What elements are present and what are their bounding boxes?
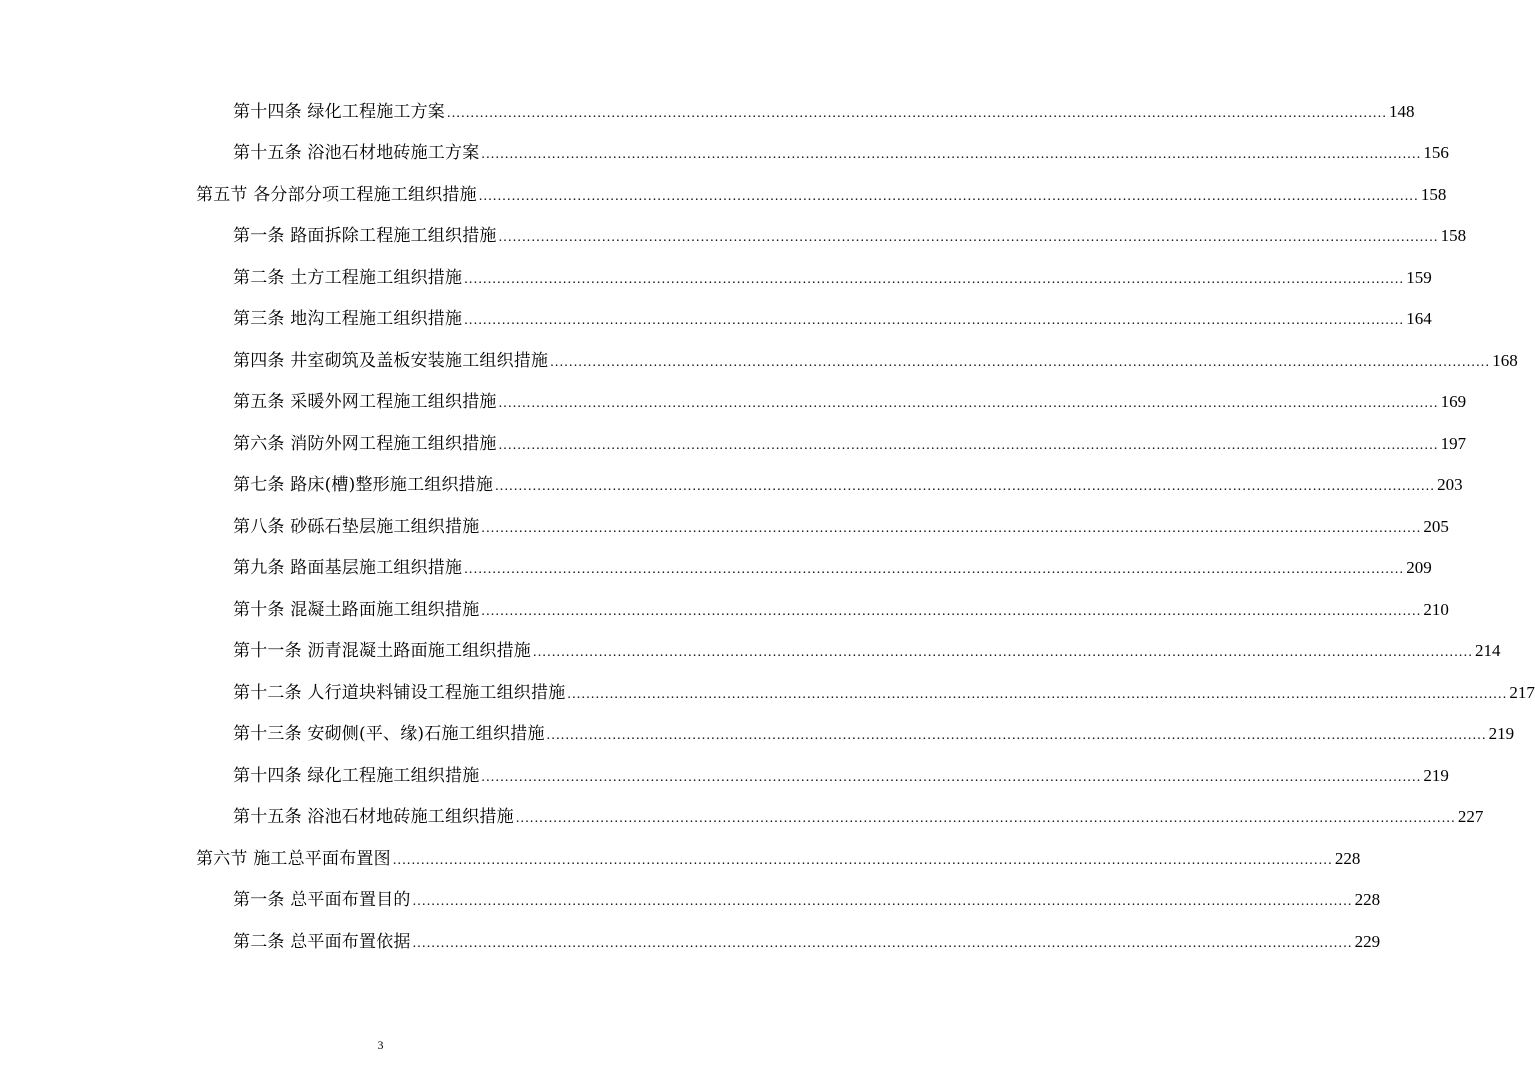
- toc-article-entry[interactable]: [0, 755, 1449, 797]
- toc-article-entry[interactable]: [0, 382, 1467, 424]
- toc-entry-page-number: 203: [1437, 475, 1463, 495]
- toc-entry-title: 第二条 总平面布置依据: [233, 931, 411, 952]
- toc-entry-page-number: 148: [1389, 101, 1415, 121]
- toc-section-entry[interactable]: [0, 838, 1361, 880]
- toc-article-entry[interactable]: [0, 548, 1432, 590]
- toc-entry-title: 第六节 施工总平面布置图: [196, 848, 391, 869]
- toc-entry-page-number: 228: [1334, 848, 1361, 868]
- toc-article-entry[interactable]: [0, 216, 1467, 258]
- toc-dot-leader: ........................................................................................................................................................................................................: [498, 230, 1439, 246]
- toc-dot-leader: ........................................................................................................................................................................................................: [495, 479, 1436, 495]
- toc-entry-title: 第十三条 安砌侧(平、缘)石施工组织措施: [233, 724, 545, 745]
- toc-dot-leader: ........................................................................................................................................................................................................: [447, 105, 1388, 121]
- toc-dot-leader: ........................................................................................................................................................................................................: [550, 354, 1491, 370]
- page-number: 3: [377, 1038, 384, 1052]
- toc-entry-page-number: 169: [1440, 392, 1467, 412]
- toc-entry-title: 第八条 砂砾石垫层施工组织措施: [233, 516, 480, 537]
- toc-entry-page-number: 227: [1457, 807, 1484, 827]
- toc-article-entry[interactable]: [0, 880, 1381, 922]
- toc-article-entry[interactable]: [0, 91, 1415, 133]
- toc-dot-leader: ........................................................................................................................................................................................................: [412, 894, 1353, 910]
- toc-dot-leader: ........................................................................................................................................................................................................: [481, 147, 1422, 163]
- toc-entry-page-number: 158: [1420, 184, 1447, 204]
- toc-dot-leader: ........................................................................................................................................................................................................: [412, 935, 1353, 951]
- toc-article-entry[interactable]: [0, 714, 1515, 756]
- toc-entry-title: 第十五条 浴池石材地砖施工方案: [233, 143, 480, 164]
- toc-dot-leader: ........................................................................................................................................................................................................: [464, 562, 1405, 578]
- toc-entry-title: 第一条 总平面布置目的: [233, 890, 411, 911]
- toc-dot-leader: ........................................................................................................................................................................................................: [546, 728, 1487, 744]
- toc-dot-leader: ........................................................................................................................................................................................................: [478, 188, 1419, 204]
- toc-dot-leader: ........................................................................................................................................................................................................: [533, 645, 1474, 661]
- toc-entry-page-number: 209: [1406, 558, 1432, 578]
- toc-entry-page-number: 168: [1492, 350, 1518, 370]
- toc-dot-leader: ........................................................................................................................................................................................................: [464, 271, 1405, 287]
- toc-article-entry[interactable]: [0, 589, 1449, 631]
- toc-entry-title: 第九条 路面基层施工组织措施: [233, 558, 463, 579]
- toc-entry-title: 第十五条 浴池石材地砖施工组织措施: [233, 807, 514, 828]
- toc-entry-title: 第四条 井室砌筑及盖板安装施工组织措施: [233, 350, 549, 371]
- toc-entry-page-number: 210: [1423, 599, 1449, 619]
- toc-article-entry[interactable]: [0, 465, 1463, 507]
- toc-entry-title: 第一条 路面拆除工程施工组织措施: [233, 226, 497, 247]
- toc-entry-page-number: 219: [1488, 724, 1515, 744]
- toc-article-entry[interactable]: [0, 672, 1535, 714]
- toc-entry-title: 第七条 路床(槽)整形施工组织措施: [233, 475, 494, 496]
- toc-entry-title: 第五条 采暖外网工程施工组织措施: [233, 392, 497, 413]
- toc-entry-page-number: 219: [1423, 765, 1449, 785]
- toc-dot-leader: ........................................................................................................................................................................................................: [498, 437, 1439, 453]
- toc-dot-leader: ........................................................................................................................................................................................................: [464, 313, 1405, 329]
- toc-dot-leader: ........................................................................................................................................................................................................: [481, 603, 1422, 619]
- toc-entry-title: 第十条 混凝土路面施工组织措施: [233, 599, 480, 620]
- toc-article-entry[interactable]: [0, 257, 1432, 299]
- toc-article-entry[interactable]: [0, 133, 1449, 175]
- toc-entry-page-number: 159: [1406, 267, 1432, 287]
- toc-article-entry[interactable]: [0, 797, 1484, 839]
- toc-entry-page-number: 205: [1423, 516, 1449, 536]
- toc-entry-title: 第十二条 人行道块料铺设工程施工组织措施: [233, 682, 566, 703]
- toc-dot-leader: ........................................................................................................................................................................................................: [481, 520, 1422, 536]
- toc-entry-title: 第五节 各分部分项工程施工组织措施: [196, 184, 477, 205]
- toc-entry-page-number: 156: [1423, 143, 1449, 163]
- toc-article-entry[interactable]: [0, 631, 1501, 673]
- table-of-contents: [0, 91, 1535, 963]
- toc-section-entry[interactable]: [0, 174, 1447, 216]
- toc-entry-page-number: 164: [1406, 309, 1432, 329]
- toc-entry-page-number: 229: [1354, 931, 1381, 951]
- toc-entry-page-number: 197: [1440, 433, 1467, 453]
- toc-entry-page-number: 214: [1475, 641, 1501, 661]
- toc-article-entry[interactable]: [0, 299, 1432, 341]
- toc-dot-leader: ........................................................................................................................................................................................................: [498, 396, 1439, 412]
- toc-article-entry[interactable]: [0, 423, 1467, 465]
- toc-dot-leader: ........................................................................................................................................................................................................: [392, 852, 1333, 868]
- toc-dot-leader: ........................................................................................................................................................................................................: [567, 686, 1508, 702]
- toc-entry-page-number: 228: [1354, 890, 1381, 910]
- toc-entry-title: 第十四条 绿化工程施工组织措施: [233, 765, 480, 786]
- toc-entry-page-number: 217: [1509, 682, 1535, 702]
- toc-entry-title: 第三条 地沟工程施工组织措施: [233, 309, 463, 330]
- toc-entry-title: 第十四条 绿化工程施工方案: [233, 101, 446, 122]
- toc-entry-title: 第六条 消防外网工程施工组织措施: [233, 433, 497, 454]
- toc-dot-leader: ........................................................................................................................................................................................................: [481, 769, 1422, 785]
- toc-entry-page-number: 158: [1440, 226, 1467, 246]
- toc-entry-title: 第二条 土方工程施工组织措施: [233, 267, 463, 288]
- toc-article-entry[interactable]: [0, 506, 1449, 548]
- toc-article-entry[interactable]: [0, 921, 1381, 963]
- toc-dot-leader: ........................................................................................................................................................................................................: [515, 811, 1456, 827]
- toc-entry-title: 第十一条 沥青混凝土路面施工组织措施: [233, 641, 532, 662]
- toc-article-entry[interactable]: [0, 340, 1518, 382]
